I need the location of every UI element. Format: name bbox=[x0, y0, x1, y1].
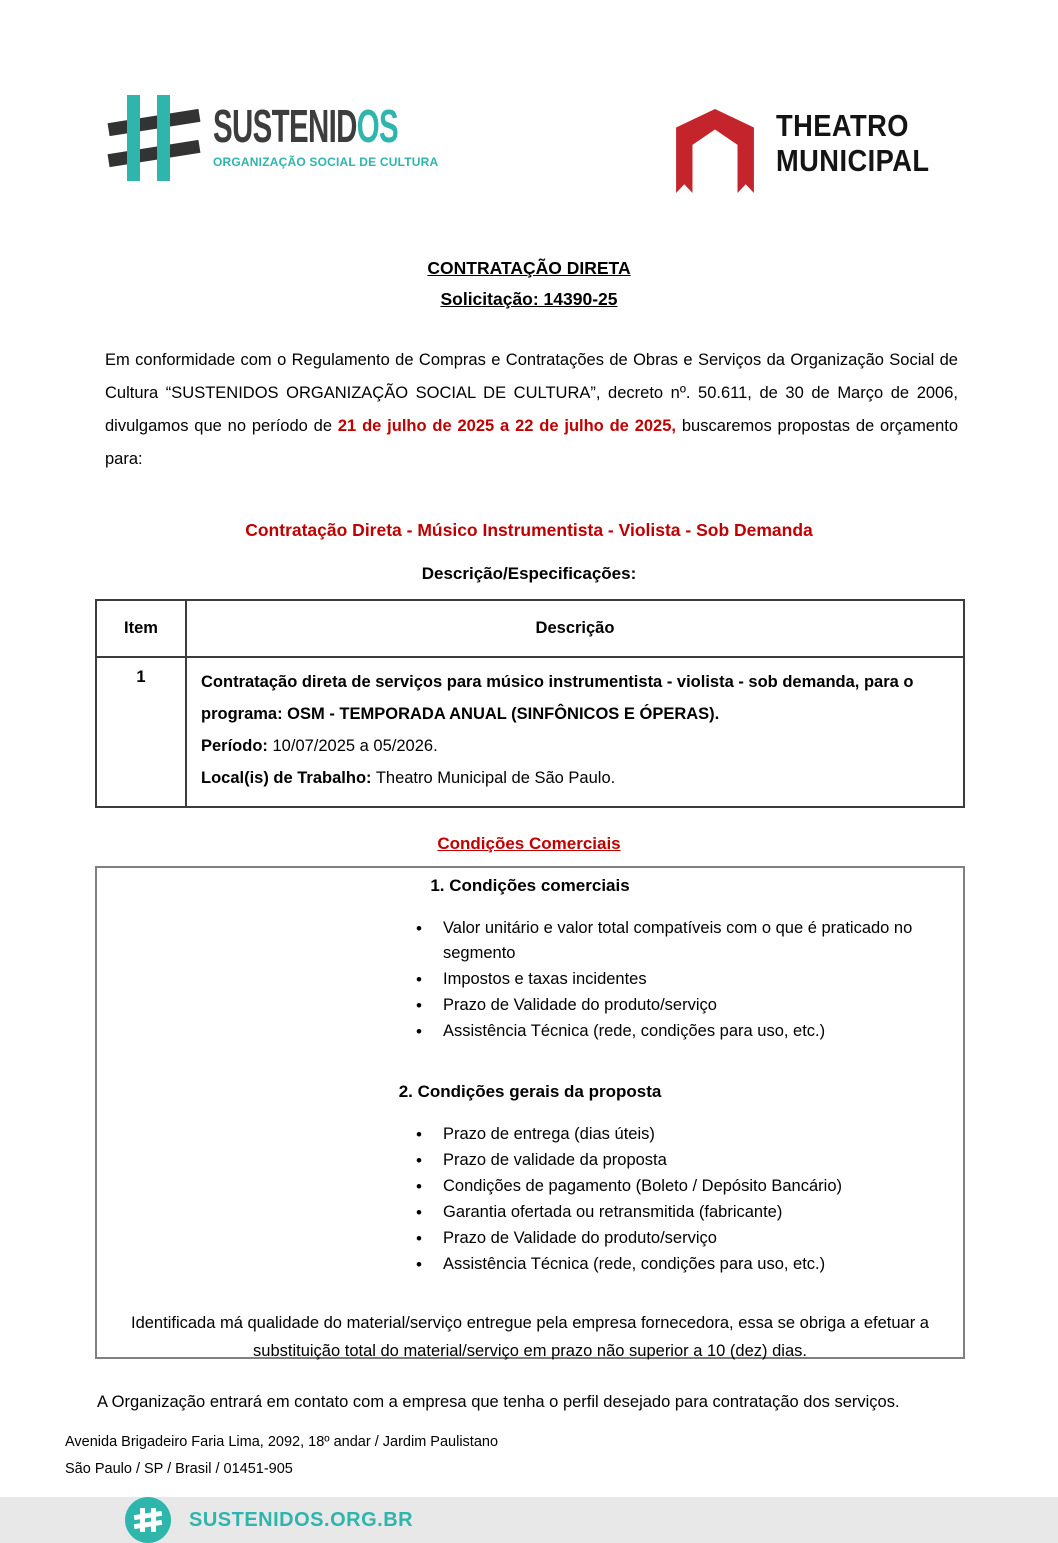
wordmark-accent: OS bbox=[356, 100, 398, 152]
list-item: • Condições de pagamento (Boleto / Depósito Bancário) bbox=[410, 1174, 955, 1199]
theatro-municipal-logo bbox=[676, 95, 950, 193]
theatro-arch-icon bbox=[676, 107, 754, 193]
intro-date-highlight: 21 de julho de 2025 a 22 de julho de 2025, bbox=[337, 417, 676, 436]
address-line2: São Paulo / SP / Brasil / 01451-905 bbox=[65, 1461, 293, 1478]
sustenidos-tagline: ORGANIZAÇÃO SOCIAL DE CULTURA bbox=[213, 155, 439, 169]
title-line1: CONTRATAÇÃO DIRETA bbox=[427, 258, 631, 278]
conditions-section1-title: 1. Condições comerciais bbox=[430, 876, 630, 896]
list-item: • Valor unitário e valor total compatíveis com o que é praticado no segmento bbox=[410, 916, 955, 966]
header-cell-desc: Descrição bbox=[186, 600, 964, 657]
document-title bbox=[0, 253, 1058, 314]
theatro-line1: THEATRO bbox=[775, 108, 909, 143]
local-label: Local(is) de Trabalho: bbox=[201, 769, 372, 788]
list-item: • Prazo de entrega (dias úteis) bbox=[410, 1122, 955, 1147]
sharp-hashtag-icon bbox=[115, 95, 195, 181]
closing-paragraph: A Organização entrará em contato com a empresa que tenha o perfil desejado para contratação dos serviços. bbox=[97, 1393, 900, 1412]
list-item: • Prazo de Validade do produto/serviço bbox=[410, 993, 955, 1018]
list-item: • Assistência Técnica (rede, condições para uso, etc.) bbox=[410, 1252, 955, 1277]
intro-paragraph bbox=[105, 344, 958, 476]
periodo-label: Período: bbox=[201, 737, 268, 756]
table-row bbox=[96, 657, 964, 807]
title-line2: Solicitação: 14390-25 bbox=[440, 288, 618, 309]
list-item: • Assistência Técnica (rede, condições para uso, etc.) bbox=[410, 1019, 955, 1044]
table-header-row bbox=[96, 600, 964, 657]
address-line1: Avenida Brigadeiro Faria Lima, 2092, 18º andar / Jardim Paulistano bbox=[65, 1434, 499, 1451]
list-item: • Garantia ofertada ou retransmitida (fabricante) bbox=[410, 1200, 955, 1225]
sustenidos-wordmark bbox=[213, 100, 398, 152]
conditions-section2-list bbox=[410, 1122, 955, 1277]
footer-address bbox=[65, 1429, 1058, 1483]
subject-heading: Contratação Direta - Músico Instrumentista - Violista - Sob Demanda bbox=[245, 520, 813, 541]
theatro-wordmark bbox=[776, 109, 929, 178]
sustenidos-logo bbox=[115, 95, 502, 181]
desc-bold-text: Contratação direta de serviços para músico instrumentista - violista - sob demanda, para o programa: OSM - TEMPORADA ANUAL (SINFÔNICOS E ÓPERAS). bbox=[201, 673, 914, 724]
conditions-heading: Condições Comerciais bbox=[437, 834, 621, 854]
periodo-value: 10/07/2025 a 05/2026. bbox=[267, 737, 438, 756]
spec-heading: Descrição/Especificações: bbox=[421, 564, 637, 584]
theatro-line2: MUNICIPAL bbox=[775, 142, 930, 178]
list-item: • Prazo de Validade do produto/serviço bbox=[410, 1226, 955, 1251]
cell-item-number: 1 bbox=[96, 657, 186, 807]
conditions-section2-title: 2. Condições gerais da proposta bbox=[398, 1082, 662, 1102]
intro-text-before: Em conformidade com o Regulamento de Compras e Contratações de Obras e Serviços da Organização Social de Cultura “SUSTENIDOS ORGANIZAÇÃO SOCIAL DE CULTURA”, decreto nº. 50.611, de 30 de Março de 2006, divulgamos que no período de bbox=[105, 351, 958, 436]
list-item: • Prazo de validade da proposta bbox=[410, 1148, 955, 1173]
footer-brand bbox=[125, 1497, 1058, 1543]
wordmark-main: SUSTENID bbox=[213, 100, 357, 152]
intro-text-after: buscaremos propostas de orçamento para: bbox=[105, 417, 959, 469]
sharp-circle-icon bbox=[125, 1497, 171, 1543]
cell-description bbox=[186, 657, 964, 807]
list-item: • Impostos e taxas incidentes bbox=[410, 967, 955, 992]
local-value: Theatro Municipal de São Paulo. bbox=[371, 769, 616, 788]
sustenidos-logo-text bbox=[213, 95, 502, 169]
header-cell-item: Item bbox=[96, 600, 186, 657]
header bbox=[0, 0, 1058, 193]
footer-site-url: SUSTENIDOS.ORG.BR bbox=[189, 1508, 414, 1531]
conditions-box bbox=[95, 866, 965, 1359]
conditions-section1-list bbox=[410, 916, 955, 1044]
spec-table bbox=[95, 599, 965, 808]
conditions-note: Identificada má qualidade do material/serviço entregue pela empresa fornecedora, essa se obriga a efetuar a substituição total do material/serviço em prazo não superior a 10 (dez) dias. bbox=[131, 1314, 929, 1361]
